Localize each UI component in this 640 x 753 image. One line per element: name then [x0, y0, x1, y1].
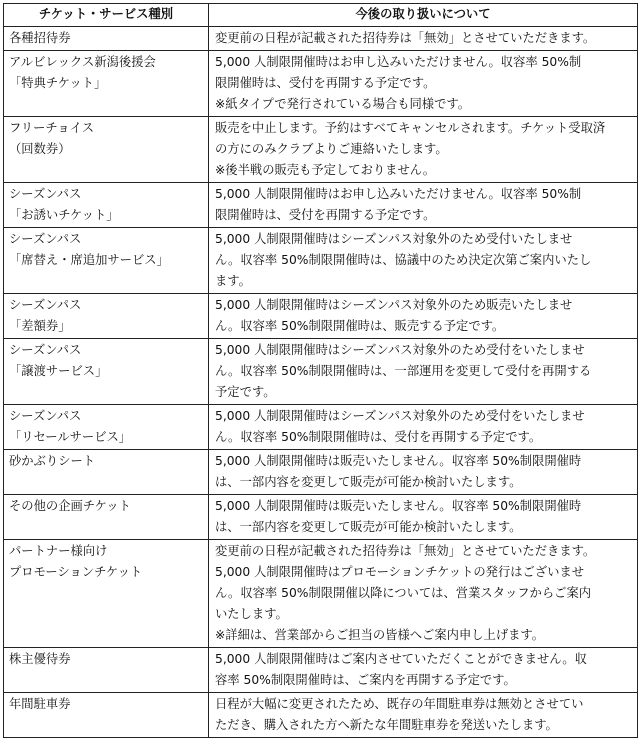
- table-row: [4, 339, 638, 405]
- ticket-type-cell: シーズンパス 「譲渡サービス」: [4, 339, 209, 405]
- policy-cell: 変更前の日程が記載された招待券は「無効」とさせていただきます。 5,000 人制限開催時はプロモーションチケットの発行はございませ ん。収容率 50%制限開催以降については、営業スタッフからご案内 いたします。 ※詳細は、営業部からご担当の皆様へご案内申し上げます。: [209, 540, 638, 648]
- table-header-row: [4, 4, 638, 27]
- policy-cell: 5,000 人制限開催時はシーズンパス対象外のため受付をいたしませ ん。収容率 50%制限開催時は、一部運用を変更して受付を再開する 予定です。: [209, 339, 638, 405]
- table-row: [4, 294, 638, 339]
- table-row: [4, 495, 638, 540]
- table-row: [4, 450, 638, 495]
- table-row: [4, 183, 638, 228]
- table-row: [4, 693, 638, 738]
- ticket-type-cell: シーズンパス 「席替え・席追加サービス」: [4, 228, 209, 294]
- header-ticket-type: チケット・サービス種別: [4, 4, 209, 27]
- policy-cell: 5,000 人制限開催時はシーズンパス対象外のため受付をいたしませ ん。収容率 50%制限開催時は、受付を再開する予定です。: [209, 405, 638, 450]
- ticket-type-cell: アルビレックス新潟後援会 「特典チケット」: [4, 51, 209, 117]
- policy-cell: 5,000 人制限開催時は販売いたしません。収容率 50%制限開催時 は、一部内容を変更して販売が可能か検討いたします。: [209, 450, 638, 495]
- ticket-type-cell: 砂かぶりシート: [4, 450, 209, 495]
- policy-cell: 5,000 人制限開催時はご案内させていただくことができません。収 容率 50%制限開催時は、ご案内を再開する予定です。: [209, 648, 638, 693]
- policy-cell: 5,000 人制限開催時は販売いたしません。収容率 50%制限開催時 は、一部内容を変更して販売が可能か検討いたします。: [209, 495, 638, 540]
- ticket-type-cell: シーズンパス 「お誘いチケット」: [4, 183, 209, 228]
- policy-cell: 変更前の日程が記載された招待券は「無効」とさせていただきます。: [209, 27, 638, 51]
- ticket-type-cell: シーズンパス 「差額券」: [4, 294, 209, 339]
- ticket-type-cell: その他の企画チケット: [4, 495, 209, 540]
- policy-cell: 5,000 人制限開催時はお申し込みいただけません。収容率 50%制 限開催時は、受付を再開する予定です。 ※紙タイプで発行されている場合も同様です。: [209, 51, 638, 117]
- ticket-type-cell: 年間駐車券: [4, 693, 209, 738]
- header-future-handling: 今後の取り扱いについて: [209, 4, 638, 27]
- ticket-type-cell: シーズンパス 「リセールサービス」: [4, 405, 209, 450]
- table-row: [4, 51, 638, 117]
- policy-cell: 5,000 人制限開催時はシーズンパス対象外のため販売いたしませ ん。収容率 50%制限開催時は、販売する予定です。: [209, 294, 638, 339]
- policy-cell: 5,000 人制限開催時はお申し込みいただけません。収容率 50%制 限開催時は、受付を再開する予定です。: [209, 183, 638, 228]
- ticket-type-cell: パートナー様向け プロモーションチケット: [4, 540, 209, 648]
- table-row: [4, 540, 638, 648]
- policy-cell: 日程が大幅に変更されたため、既存の年間駐車券は無効とさせてい ただき、購入された方へ新たな年間駐車券を発送いたします。: [209, 693, 638, 738]
- policy-cell: 5,000 人制限開催時はシーズンパス対象外のため受付いたしませ ん。収容率 50%制限開催時は、協議中のため決定次第ご案内いたし ます。: [209, 228, 638, 294]
- table-row: [4, 117, 638, 183]
- ticket-type-cell: 株主優待券: [4, 648, 209, 693]
- ticket-type-cell: フリーチョイス （回数券）: [4, 117, 209, 183]
- table-row: [4, 648, 638, 693]
- ticket-policy-table: [3, 3, 638, 738]
- table-row: [4, 228, 638, 294]
- policy-cell: 販売を中止します。予約はすべてキャンセルされます。チケット受取済 の方にのみクラブよりご連絡いたします。 ※後半戦の販売も予定しておりません。: [209, 117, 638, 183]
- table-row: [4, 27, 638, 51]
- table-row: [4, 405, 638, 450]
- ticket-type-cell: 各種招待券: [4, 27, 209, 51]
